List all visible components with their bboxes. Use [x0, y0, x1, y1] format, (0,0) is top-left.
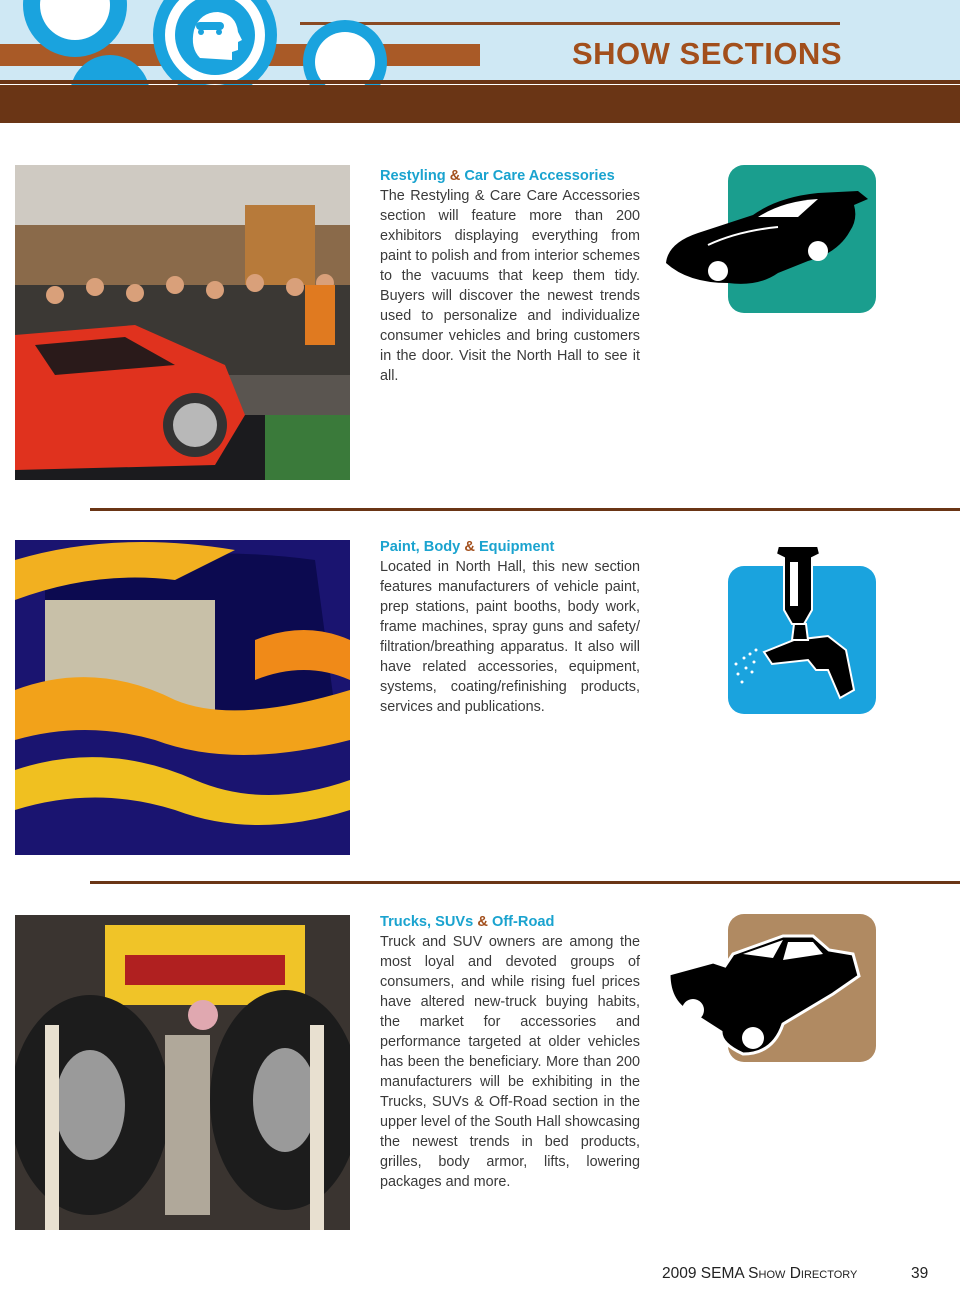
header-rule-bottom: [0, 80, 960, 84]
section-divider: [90, 881, 960, 884]
heading-part: Paint, Body: [380, 539, 461, 555]
header-bar: [0, 85, 960, 123]
section-paint-body: [380, 537, 640, 717]
restyling-photo: [15, 165, 350, 480]
section-heading: [380, 537, 640, 557]
paint-body-photo: [15, 540, 350, 855]
section-restyling: [380, 166, 640, 386]
footer-year-brand: 2009 SEMA: [662, 1265, 749, 1282]
heading-part: Off-Road: [491, 914, 555, 930]
sports-car-icon: [728, 165, 876, 313]
pickup-truck-icon: [728, 914, 876, 1062]
heading-amp: &: [464, 539, 475, 555]
footer-directory: Directory: [789, 1265, 858, 1282]
section-body: Located in North Hall, this new section features manufacturers of vehicle paint, prep stations, paint booths, body work, frame machines, spray guns and safety/ filtration/breathing apparatus. It also will have related accessories, equipment, systems, coating/refinishing products, services and publications.: [380, 559, 640, 715]
page-number: 39: [911, 1265, 929, 1282]
section-divider: [90, 508, 960, 511]
section-heading: [380, 912, 640, 932]
heading-amp: &: [449, 168, 461, 184]
heading-amp: &: [477, 914, 488, 930]
footer-publication: [662, 1265, 857, 1283]
heading-part: Restyling: [380, 168, 446, 184]
section-body: Truck and SUV owners are among the most loyal and devoted groups of consumers, and while rising fuel prices have altered new-truck buying habits, the market for accessories and performance targeted at older vehicles has been the beneficiary. More than 200 manufacturers will be exhibiting in the Trucks, SUVs & Off-Road section in the upper level of the South Hall showcasing the newest trends in bed products, grilles, body armor, lifts, lowering packages and more.: [380, 934, 640, 1190]
gear-icon-cluster: [0, 0, 400, 90]
footer-show: Show: [748, 1265, 786, 1282]
spray-gun-icon: [728, 566, 876, 714]
trucks-photo: [15, 915, 350, 1230]
section-heading: [380, 166, 640, 186]
heading-part: Trucks, SUVs: [380, 914, 474, 930]
page-title: SHOW SECTIONS: [571, 36, 842, 71]
heading-part: Car Care Accessories: [464, 168, 615, 184]
section-trucks: [380, 912, 640, 1192]
section-body: The Restyling & Care Care Accessories section will feature more than 200 exhibitors displaying everything from paint to polish and from interior schemes to the vacuums that keep them tidy. Buyers will discover the newest trends used to personalize and individualize consumer vehicles and bring customers in the door. Visit the North Hall to see it all.: [380, 188, 640, 384]
heading-part: Equipment: [478, 539, 555, 555]
